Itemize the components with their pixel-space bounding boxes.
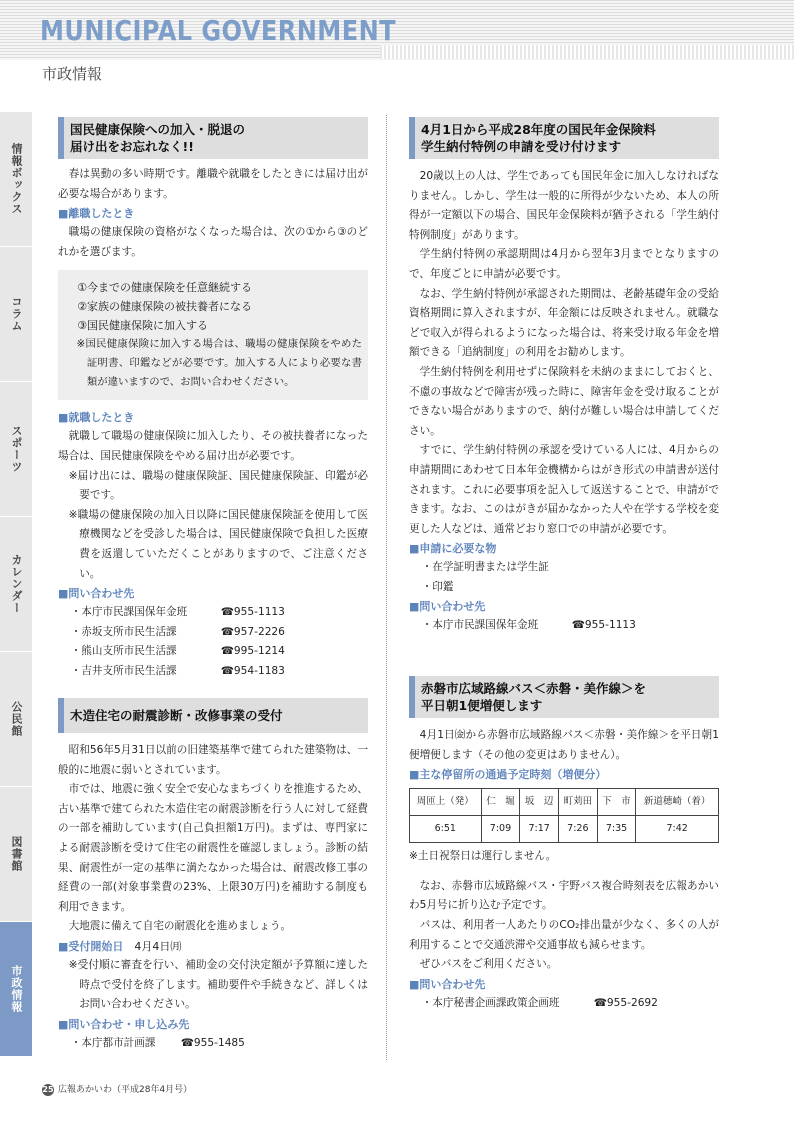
note: ※職場の健康保険の加入日以降に国民健康保険証を使用して医療機関などを受診した場合は、国民健康保険で負担した医療費を返還していただくことがありますので、ご注意ください。 [68, 508, 368, 580]
contact-row [58, 603, 368, 623]
article-heading [409, 117, 719, 159]
page-number: 25 [42, 1085, 54, 1094]
tab-community-center[interactable] [0, 652, 32, 787]
stop-name: 下 市 [597, 789, 636, 816]
contact-row [58, 662, 368, 682]
article-heading [58, 698, 368, 733]
timetable [409, 788, 719, 843]
time-cell: 7:35 [597, 816, 636, 843]
paragraph: すでに、学生納付特例の承認を受けている人には、4月からの申請期間にあわせて日本年金機構からはがき形式の申請書が送付されます。これに必要事項を記入して返送することで、申請ができます。なお、このはがきが届かなかった人や在学する学校を変更した人などは、通常どおり窓口での申請が必要です。 [409, 444, 719, 535]
list-item: ・在学証明書または学生証 [421, 561, 549, 574]
contact-name: ・本庁秘書企画課政策企画班 [421, 996, 560, 1009]
contact-row [58, 642, 368, 662]
contact-row [58, 623, 368, 643]
options-box [58, 270, 368, 400]
article-bus-route [409, 676, 719, 1013]
stop-name: 坂 辺 [520, 789, 559, 816]
option-item: ③国民健康保険に加入する [77, 319, 209, 333]
option-item: ①今までの健康保険を任意継続する [77, 281, 253, 295]
tab-label: スポーツ [10, 425, 23, 473]
contact-name: ・本庁市民課国保年金班 [421, 619, 539, 632]
paragraph: 職場の健康保険の資格がなくなった場合は、次の①から③のどれかを選びます。 [58, 226, 368, 258]
stop-name: 仁 堀 [481, 789, 520, 816]
contact-name: ・吉井支所市民生活課 [70, 664, 177, 677]
paragraph: 大地震に備えて自宅の耐震化を進めましょう。 [68, 920, 292, 933]
contact-name: ・本庁市民課国保年金班 [70, 606, 188, 619]
article-body [409, 167, 719, 636]
subheading: ■ 就職したとき [58, 408, 368, 427]
subheading: ■ 離職したとき [58, 204, 368, 223]
tab-calendar[interactable] [0, 517, 32, 652]
heading-line: 4月1日から平成28年度の国民年金保険料 [421, 122, 656, 137]
page-footer [42, 1082, 192, 1096]
article-body [409, 726, 719, 1013]
note: ※土日祝祭日は運行しません。 [409, 850, 557, 863]
article-body [58, 741, 368, 1053]
subheading: ■ 問い合わせ先 [409, 597, 719, 616]
contact-name: ・本庁都市計画課 [70, 1036, 156, 1049]
contact-tel: ☎957-2226 [220, 625, 285, 638]
publication-name: 広報あかいわ（平成28年4月号） [58, 1085, 193, 1095]
contact-row [409, 994, 719, 1014]
page-subtitle: 市政情報 [42, 65, 103, 83]
heading-line: 赤磐市広域路線バス＜赤磐・美作線＞を [421, 681, 647, 696]
paragraph: なお、学生納付特例が承認された期間は、老齢基礎年金の受給資格期間に算入されますが、年金額には反映されません。就職などで収入が得られるようになった場合は、将来受け取る年金を増額できる「追納制度」の利用をお勧めします。 [409, 287, 719, 359]
contact-tel: ☎954-1183 [220, 664, 285, 677]
subheading: ■ 問い合わせ先 [58, 584, 368, 603]
article-heading [409, 676, 719, 718]
article-heading [58, 117, 368, 159]
paragraph: 市では、地震に強く安全で安心なまちづくりを推進するため、古い基準で建てられた木造住宅の耐震診断を行う人に対して経費の一部を補助しています(自己負担額1万円)。まずは、専門家による耐震診断を受けて住宅の耐震性を確認しましょう。診断の結果、耐震性が一定の基準に満たなかった場合は、耐震改修工事の経費の一部(対象事業費の23%、上限30万円)を補助する制度も利用できます。 [58, 783, 368, 913]
paragraph: 学生納付特例を利用せずに保険料を未納のままにしておくと、不慮の事故などで障害が残った時に、障害年金を受け取ることができない場合がありますので、納付が難しい場合は申請してください。 [409, 365, 719, 437]
article-body [58, 165, 368, 682]
tab-label: コラム [10, 296, 23, 332]
heading-line: 国民健康保険への加入・脱退の [70, 122, 246, 137]
stop-name: 新道穂崎（着） [636, 789, 719, 816]
heading-line: 届け出をお忘れなく!! [70, 139, 194, 154]
contact-tel: ☎955-1113 [571, 619, 636, 632]
column-divider [386, 115, 387, 1060]
contact-name: ・赤坂支所市民生活課 [70, 625, 177, 638]
list-item: ・印鑑 [421, 580, 454, 593]
heading-line: 木造住宅の耐震診断・改修事業の受付 [70, 708, 283, 723]
article-seismic-retrofit [58, 698, 368, 1053]
subheading: ■ 申請に必要な物 [409, 539, 719, 558]
note: ※届け出には、職場の健康保険証、国民健康保険証、印鑑が必要です。 [68, 469, 368, 502]
tab-label: カレンダー [10, 554, 23, 614]
tab-info-box[interactable] [0, 112, 32, 247]
option-item: ②家族の健康保険の被扶養者になる [77, 300, 253, 314]
time-cell: 7:17 [520, 816, 559, 843]
tab-column[interactable] [0, 247, 32, 382]
tab-label: 情報ボックス [10, 143, 23, 215]
contact-tel: ☎955-1113 [220, 606, 285, 619]
contact-name: ・熊山支所市民生活課 [70, 645, 177, 658]
subheading-text: 受付開始日 [68, 939, 124, 953]
header-dot-strip [380, 45, 794, 59]
paragraph: 昭和56年5月31日以前の旧建築基準で建てられた建築物は、一般的に地震に弱いとされています。 [58, 744, 368, 776]
start-date: 4月4日㈪ [134, 939, 182, 953]
note: ※国民健康保険に加入する場合は、職場の健康保険をやめた証明書、印鑑などが必要です。加入する人により必要な書類が違いますので、お問い合わせください。 [76, 338, 362, 389]
article-pension-student [409, 117, 719, 636]
article-health-insurance [58, 117, 368, 682]
time-cell: 7:26 [558, 816, 597, 843]
paragraph: なお、赤磐市広域路線バス・宇野バス複合時刻表を広報あかいわ5月号に折り込む予定です。 [409, 879, 719, 912]
timetable-time-row [410, 816, 719, 843]
time-cell: 7:09 [481, 816, 520, 843]
tab-sports[interactable] [0, 382, 32, 517]
contact-row [409, 616, 719, 636]
paragraph: ぜひバスをご利用ください。 [419, 958, 558, 971]
tab-label: 図書館 [10, 836, 23, 872]
contact-tel: ☎955-2692 [593, 996, 658, 1009]
page-title: MUNICIPAL GOVERNMENT [40, 14, 397, 47]
paragraph: 就職して職場の健康保険に加入したり、その被扶養者になった場合は、国民健康保険をやめる届け出が必要です。 [58, 430, 368, 462]
tab-label: 公民館 [10, 701, 23, 737]
heading-line: 平日朝1便増便します [421, 698, 543, 713]
time-cell: 6:51 [410, 816, 482, 843]
contact-tel: ☎995-1214 [220, 645, 285, 658]
subheading: ■ 問い合わせ先 [409, 975, 719, 994]
stop-name: 町苅田 [558, 789, 597, 816]
heading-line: 学生納付特例の申請を受け付けます [421, 139, 622, 154]
contact-row [58, 1034, 368, 1054]
paragraph: バスは、利用者一人あたりのCO₂排出量が少なく、多くの人が利用することで交通渋滞や交通事故も減らせます。 [409, 918, 719, 951]
paragraph: 春は異動の多い時期です。離職や就職をしたときには届け出が必要な場合があります。 [58, 168, 368, 200]
subheading: ■ 問い合わせ・申し込み先 [58, 1015, 368, 1034]
tab-label: 市政情報 [10, 965, 23, 1013]
note: ※受付順に審査を行い、補助金の交付決定額が予算額に達した時点で受付を終了します。補助要件や手続きなど、詳しくはお問い合わせください。 [68, 958, 368, 1011]
paragraph: 学生納付特例の承認期間は4月から翌年3月までとなりますので、年度ごとに申請が必要です。 [409, 248, 719, 280]
paragraph: 4月1日㈮から赤磐市広域路線バス＜赤磐・美作線＞を平日朝1便増便します（その他の変更はありません）。 [409, 729, 719, 761]
time-cell: 7:42 [636, 816, 719, 843]
spacer [409, 867, 719, 877]
subheading: ■ 主な停留所の通過予定時刻（増便分） [409, 765, 719, 784]
tab-municipal-info[interactable] [0, 922, 32, 1057]
contact-tel: ☎955-1485 [180, 1036, 245, 1049]
stop-name: 周匝上（発） [410, 789, 482, 816]
subheading [58, 937, 368, 956]
paragraph: 20歳以上の人は、学生であっても国民年金に加入しなければなりません。しかし、学生は一般的に所得が少ないため、本人の所得が一定額以下の場合、国民年金保険料が猶予される「学生納付特例制度」があります。 [409, 170, 719, 241]
tab-library[interactable] [0, 787, 32, 922]
timetable-header-row [410, 789, 719, 816]
